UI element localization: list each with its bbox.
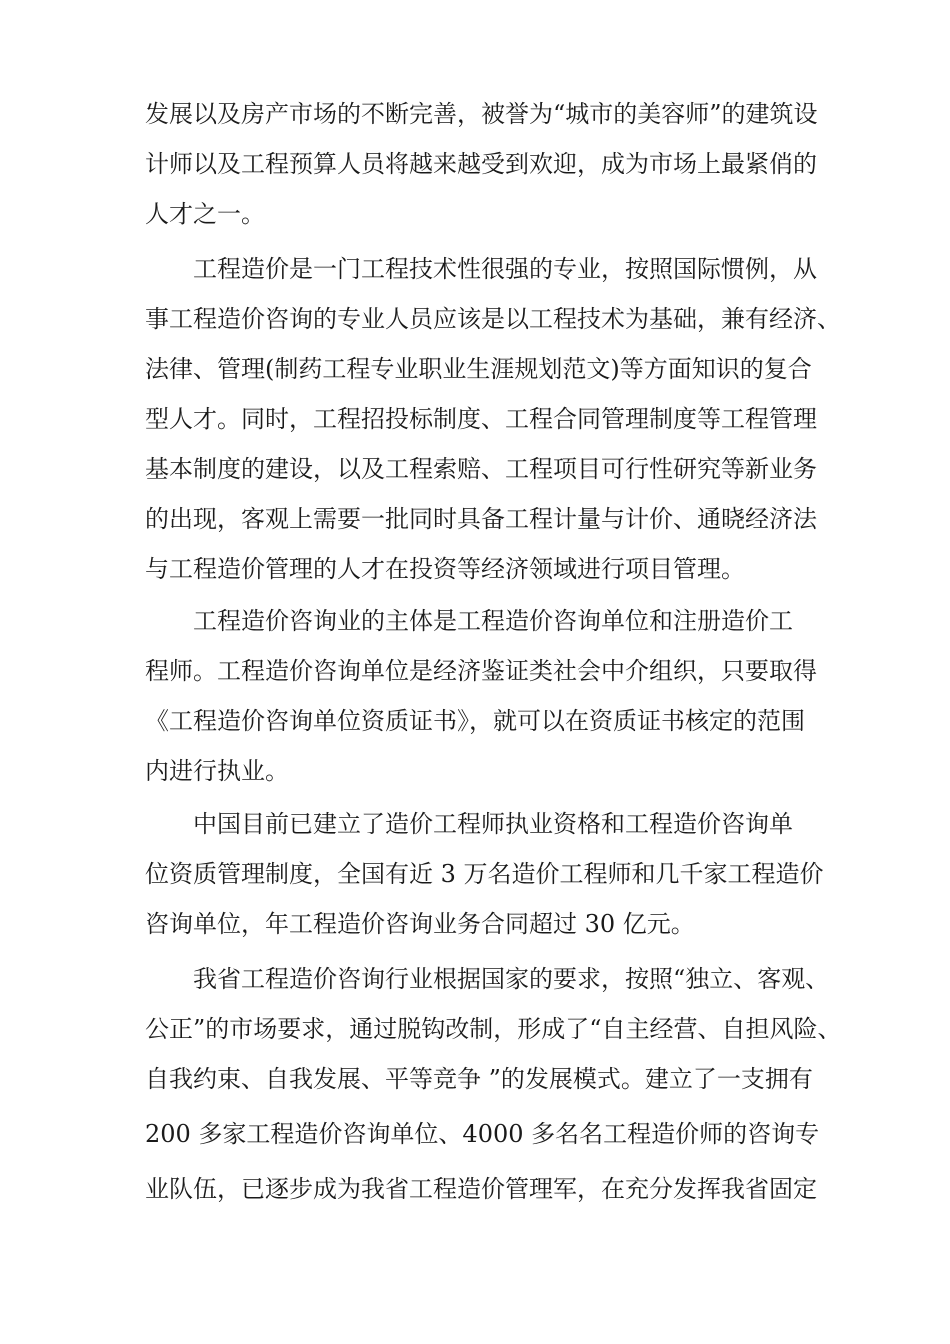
text-line: 人才之一。 xyxy=(145,200,265,228)
text-line: 程师。工程造价咨询单位是经济鉴证类社会中介组织，只要取得 xyxy=(145,657,817,685)
text-line: 200 多家工程造价咨询单位、4000 多名名工程造价师的咨询专 xyxy=(145,1120,820,1148)
text-line: 法律、管理(制药工程专业职业生涯规划范文)等方面知识的复合 xyxy=(145,355,812,383)
text-line: 发展以及房产市场的不断完善，被誉为“城市的美容师”的建筑设 xyxy=(145,100,818,128)
text-line: 中国目前已建立了造价工程师执业资格和工程造价咨询单 xyxy=(193,810,793,838)
text-line: 内进行执业。 xyxy=(145,757,289,785)
text-line: 与工程造价管理的人才在投资等经济领域进行项目管理。 xyxy=(145,555,745,583)
text-line: 位资质管理制度，全国有近 3 万名造价工程师和几千家工程造价 xyxy=(145,860,824,888)
text-line: 我省工程造价咨询行业根据国家的要求，按照“独立、客观、 xyxy=(193,965,830,993)
text-line: 工程造价咨询业的主体是工程造价咨询单位和注册造价工 xyxy=(193,607,793,635)
text-line: 公正”的市场要求，通过脱钩改制，形成了“自主经营、自担风险、 xyxy=(145,1015,842,1043)
text-line: 《工程造价咨询单位资质证书》，就可以在资质证书核定的范围 xyxy=(145,707,805,735)
text-line: 事工程造价咨询的专业人员应该是以工程技术为基础，兼有经济、 xyxy=(145,305,841,333)
text-line: 计师以及工程预算人员将越来越受到欢迎，成为市场上最紧俏的 xyxy=(145,150,817,178)
text-line: 的出现，客观上需要一批同时具备工程计量与计价、通晓经济法 xyxy=(145,505,817,533)
text-line: 自我约束、自我发展、平等竞争 ”的发展模式。建立了一支拥有 xyxy=(145,1065,813,1093)
text-line: 业队伍，已逐步成为我省工程造价管理军，在充分发挥我省固定 xyxy=(145,1175,817,1203)
text-line: 基本制度的建设，以及工程索赔、工程项目可行性研究等新业务 xyxy=(145,455,817,483)
text-line: 咨询单位，年工程造价咨询业务合同超过 30 亿元。 xyxy=(145,910,695,938)
text-line: 型人才。同时，工程招投标制度、工程合同管理制度等工程管理 xyxy=(145,405,817,433)
text-line: 工程造价是一门工程技术性很强的专业，按照国际惯例，从 xyxy=(193,255,817,283)
